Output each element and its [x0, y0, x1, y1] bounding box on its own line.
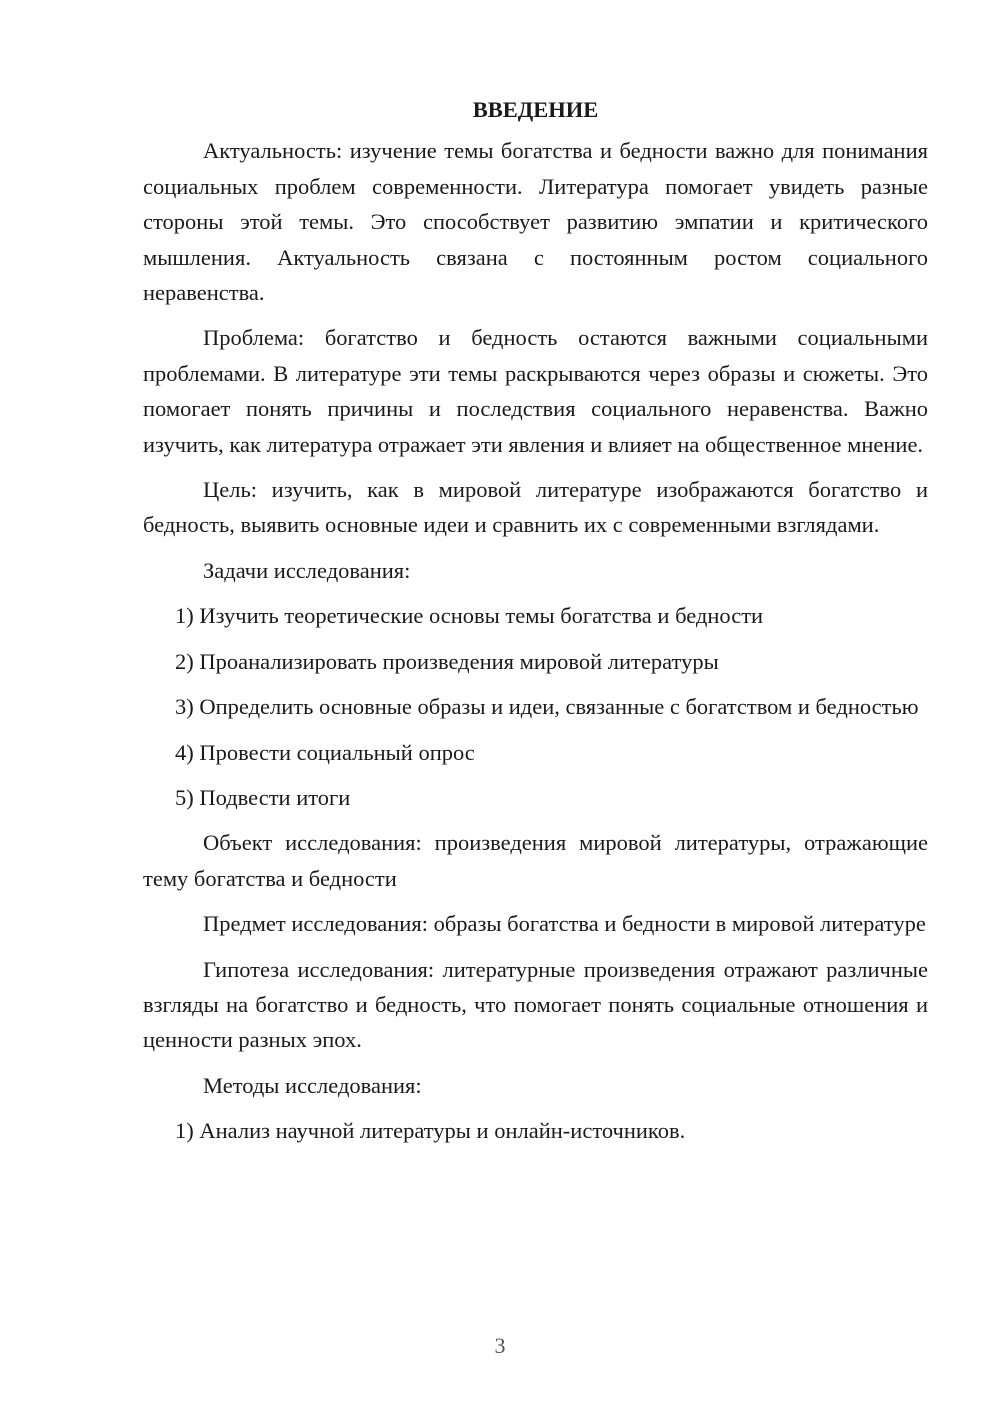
task-item-4: 4) Провести социальный опрос — [175, 739, 475, 765]
subject-paragraph: Предмет исследования: образы богатства и бедности в мировой литературе — [203, 911, 926, 937]
goal-paragraph: Цель: изучить, как в мировой литературе изображаются богатство и бедность, выявить основные идеи и сравнить их с современными взглядами. — [143, 477, 928, 538]
methods-title: Методы исследования: — [203, 1072, 422, 1098]
task-item-2: 2) Проанализировать произведения мировой литературы — [175, 648, 719, 674]
task-item-1: 1) Изучить теоретические основы темы богатства и бедности — [175, 603, 764, 629]
object-paragraph: Объект исследования: произведения мировой литературы, отражающие тему богатства и бедности — [143, 830, 928, 891]
method-item-1: 1) Анализ научной литературы и онлайн-источников. — [175, 1118, 686, 1144]
page-number: 3 — [494, 1333, 506, 1358]
relevance-paragraph: Актуальность: изучение темы богатства и бедности важно для понимания социальных проблем современности. Литература помогает увидеть разные стороны этой темы. Это способствует развитию эмпатии и критического мышления. Актуальность связана с постоянным ростом социального неравенства. — [143, 138, 928, 306]
task-item-3: 3) Определить основные образы и идеи, связанные с богатством и бедностью — [175, 694, 919, 720]
document-page — [143, 92, 928, 1159]
section-heading: ВВЕДЕНИЕ — [472, 97, 599, 122]
hypothesis-paragraph: Гипотеза исследования: литературные произведения отражают различные взгляды на богатство и бедность, что помогает понять социальные отношения и ценности разных эпох. — [143, 956, 928, 1053]
tasks-title: Задачи исследования: — [203, 557, 411, 583]
problem-paragraph: Проблема: богатство и бедность остаются важными социальными проблемами. В литературе эти темы раскрываются через образы и сюжеты. Это помогает понять причины и последствия социального неравенства. Важно изучить, как литература отражает эти явления и влияет на общественное мнение. — [143, 325, 928, 457]
task-item-5: 5) Подвести итоги — [175, 784, 351, 810]
